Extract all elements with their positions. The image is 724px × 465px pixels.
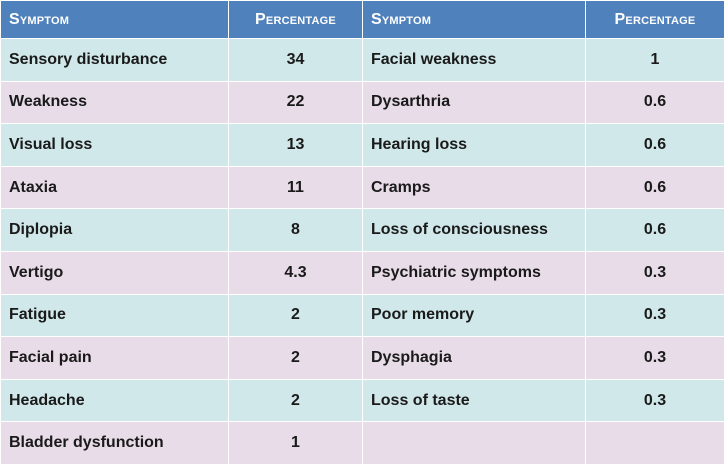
percentage-right-cell: 1 [586,39,724,82]
percentage-right-cell [586,422,724,465]
percentage-right-cell: 0.6 [586,166,724,209]
percentage-right-cell: 0.3 [586,294,724,337]
symptom-left-cell: Visual loss [1,124,229,167]
percentage-left-cell: 4.3 [229,251,363,294]
table-row [1,209,724,252]
symptom-right-cell: Loss of consciousness [363,209,586,252]
percentage-left-cell: 8 [229,209,363,252]
percentage-right-cell: 0.3 [586,337,724,380]
table-body [1,39,724,465]
symptom-left-cell: Vertigo [1,251,229,294]
symptom-right-cell: Poor memory [363,294,586,337]
table-header [1,1,724,39]
symptom-left-cell: Sensory disturbance [1,39,229,82]
percentage-right-cell: 0.6 [586,124,724,167]
header-symptom-right: Symptom [363,1,586,39]
header-symptom-left: Symptom [1,1,229,39]
symptom-left-cell: Ataxia [1,166,229,209]
symptom-right-cell: Facial weakness [363,39,586,82]
table-row [1,379,724,422]
header-percentage-left: Percentage [229,1,363,39]
percentage-right-cell: 0.6 [586,209,724,252]
percentage-left-cell: 13 [229,124,363,167]
symptom-left-cell: Headache [1,379,229,422]
table-row [1,124,724,167]
percentage-left-cell: 1 [229,422,363,465]
symptom-left-cell: Diplopia [1,209,229,252]
symptom-right-cell: Cramps [363,166,586,209]
table-row [1,251,724,294]
percentage-left-cell: 22 [229,81,363,124]
percentage-left-cell: 2 [229,337,363,380]
table-row [1,39,724,82]
header-row [1,1,724,39]
percentage-right-cell: 0.6 [586,81,724,124]
table-row [1,337,724,380]
header-percentage-right: Percentage [586,1,724,39]
table-row [1,294,724,337]
table-row [1,422,724,465]
symptom-left-cell: Bladder dysfunction [1,422,229,465]
symptom-right-cell: Hearing loss [363,124,586,167]
percentage-left-cell: 2 [229,294,363,337]
percentage-left-cell: 2 [229,379,363,422]
percentage-left-cell: 11 [229,166,363,209]
symptom-left-cell: Facial pain [1,337,229,380]
symptom-left-cell: Fatigue [1,294,229,337]
symptom-left-cell: Weakness [1,81,229,124]
symptom-right-cell: Dysarthria [363,81,586,124]
symptom-right-cell [363,422,586,465]
symptom-right-cell: Loss of taste [363,379,586,422]
table-row [1,81,724,124]
symptom-right-cell: Dysphagia [363,337,586,380]
percentage-right-cell: 0.3 [586,251,724,294]
percentage-right-cell: 0.3 [586,379,724,422]
table-row [1,166,724,209]
symptom-right-cell: Psychiatric symptoms [363,251,586,294]
percentage-left-cell: 34 [229,39,363,82]
